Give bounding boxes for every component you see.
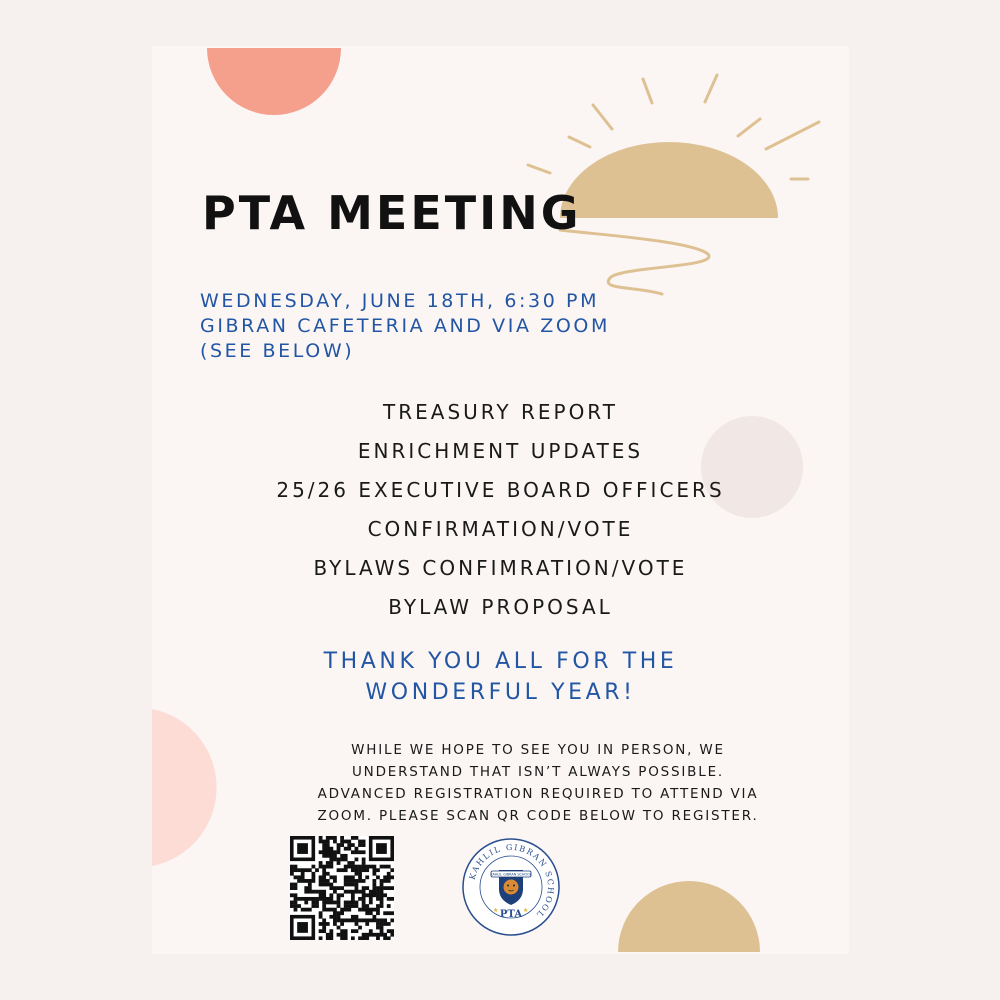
- event-details: [200, 289, 610, 364]
- note-line: WHILE WE HOPE TO SEE YOU IN PERSON, WE: [351, 742, 725, 758]
- registration-note: [238, 739, 838, 827]
- note-line: ZOOM. PLEASE SCAN QR CODE BELOW TO REGISTER.: [317, 808, 759, 824]
- flyer: [152, 46, 849, 954]
- svg-text:★: ★: [523, 907, 529, 914]
- event-location-note: (SEE BELOW): [200, 340, 355, 362]
- agenda-item: BYLAW PROPOSAL: [388, 595, 613, 619]
- agenda-item: CONFIRMATION/VOTE: [367, 517, 634, 541]
- note-line: UNDERSTAND THAT ISN’T ALWAYS POSSIBLE.: [352, 764, 724, 780]
- agenda-item: 25/26 EXECUTIVE BOARD OFFICERS: [276, 478, 725, 502]
- agenda-item: ENRICHMENT UPDATES: [357, 439, 644, 463]
- school-logo-icon: [461, 837, 561, 937]
- logo-ring-text: KAHLIL GIBRAN SCHOOL: [467, 842, 556, 920]
- page-title: PTA MEETING: [202, 186, 582, 240]
- thanks-line: WONDERFUL YEAR!: [365, 680, 636, 705]
- thanks-line: THANK YOU ALL FOR THE: [323, 649, 678, 674]
- thank-you-message: [152, 646, 849, 708]
- svg-text:★: ★: [493, 907, 499, 914]
- qr-code-graphic: [290, 836, 394, 940]
- note-line: ADVANCED REGISTRATION REQUIRED TO ATTEND VIA: [317, 786, 759, 802]
- event-date: WEDNESDAY, JUNE 18TH, 6:30 PM: [200, 290, 600, 312]
- qr-code-icon[interactable]: [290, 836, 394, 940]
- logo-pta-label: PTA: [499, 909, 523, 920]
- agenda-item: TREASURY REPORT: [383, 400, 618, 424]
- agenda-item: BYLAWS CONFIMRATION/VOTE: [313, 556, 688, 580]
- event-location: GIBRAN CAFETERIA AND VIA ZOOM: [200, 315, 610, 337]
- agenda-list: [152, 393, 849, 627]
- logo-banner-text: KAHLIL GIBRAN SCHOOL: [490, 872, 532, 877]
